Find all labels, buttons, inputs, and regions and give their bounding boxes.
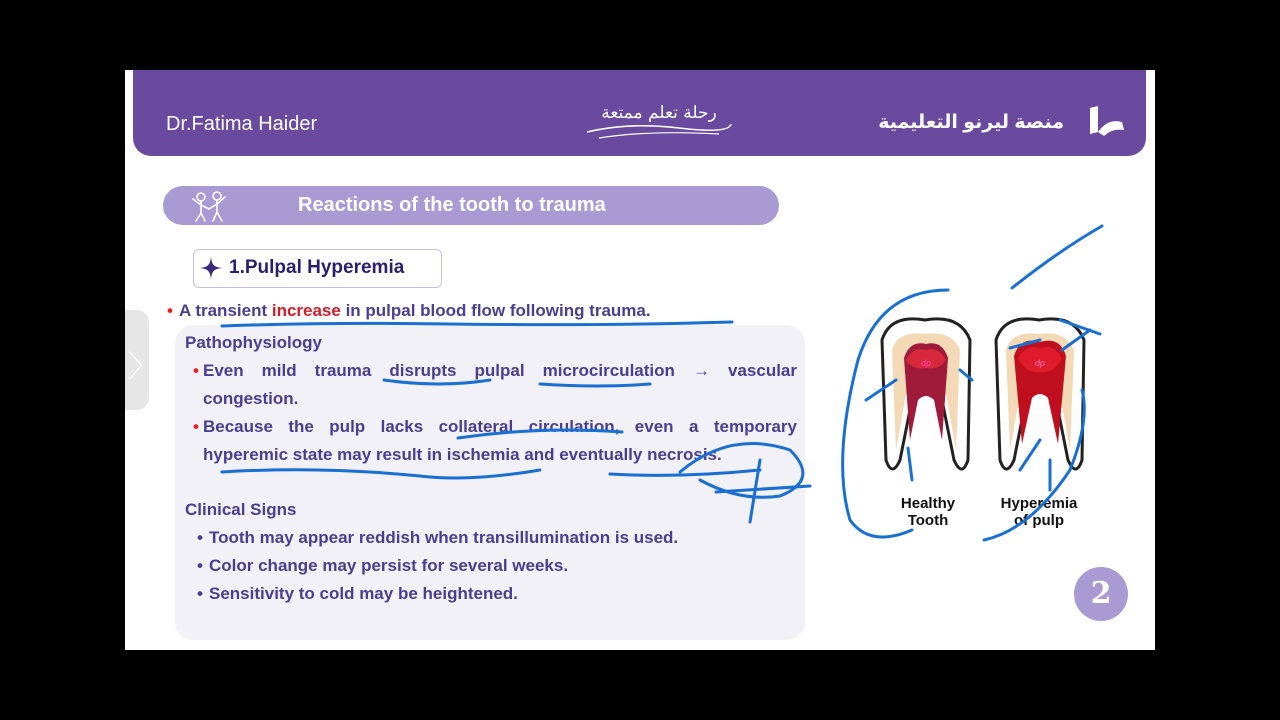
sign-item-3: • Sensitivity to cold may be heightened.	[209, 584, 518, 604]
hyperemia-caption	[987, 495, 1091, 529]
intro-sentence: • A transient increase in pulpal blood flow following trauma.	[167, 301, 651, 320]
clinical-signs-heading: Clinical Signs	[185, 500, 297, 519]
hyperemia-caption-line1: Hyperemia	[1000, 495, 1078, 512]
sign-item-1: • Tooth may appear reddish when transillumination is used.	[209, 528, 678, 548]
header-bar	[133, 70, 1146, 156]
sign-item-2: • Color change may persist for several weeks.	[209, 556, 568, 576]
intro-highlight: increase	[271, 301, 341, 320]
slide	[125, 70, 1155, 650]
slide-title-bar	[163, 186, 779, 225]
side-panel-toggle[interactable]	[125, 310, 158, 410]
healthy-tooth-caption	[885, 495, 971, 529]
slide-title: Reactions of the tooth to trauma	[298, 194, 606, 216]
patho-item-2: • Because the pulp lacks collateral circulation, even a temporary hyperemic state may result in ischemia and eventually necrosis.	[203, 413, 797, 469]
hyperemia-caption-line2: of pulp	[1014, 512, 1064, 529]
patho-item-1: • Even mild trauma disrupts pulpal microcirculation → vascular congestion.	[203, 357, 797, 413]
pathophysiology-heading: Pathophysiology	[185, 333, 322, 352]
pulp-tag-1: dp	[920, 358, 932, 368]
section-heading-box	[193, 249, 442, 288]
brand-name: منصة ليرنو التعليمية	[878, 112, 1064, 133]
children-icon	[189, 189, 229, 223]
healthy-caption-line2: Tooth	[907, 512, 949, 529]
presenter-name: Dr.Fatima Haider	[166, 113, 318, 135]
pulp-tag-2: dp	[1034, 358, 1046, 368]
intro-before: A transient	[178, 301, 272, 320]
tagline-logo	[579, 98, 739, 142]
brand-logo-icon	[1086, 100, 1126, 140]
page-number-badge: 2	[1074, 567, 1128, 621]
tagline-text: رحلة تعلم ممتعة	[601, 103, 717, 123]
tooth-illustration	[870, 310, 1100, 490]
section-heading: 1.Pulpal Hyperemia	[229, 257, 405, 278]
healthy-caption-line1: Healthy	[900, 495, 956, 512]
hyperemic-tooth-icon	[996, 319, 1084, 469]
healthy-tooth-icon	[882, 319, 970, 469]
intro-after: in pulpal blood flow following trauma.	[340, 301, 651, 320]
star-icon	[199, 256, 223, 280]
chevron-right-icon: 〉	[128, 351, 158, 384]
